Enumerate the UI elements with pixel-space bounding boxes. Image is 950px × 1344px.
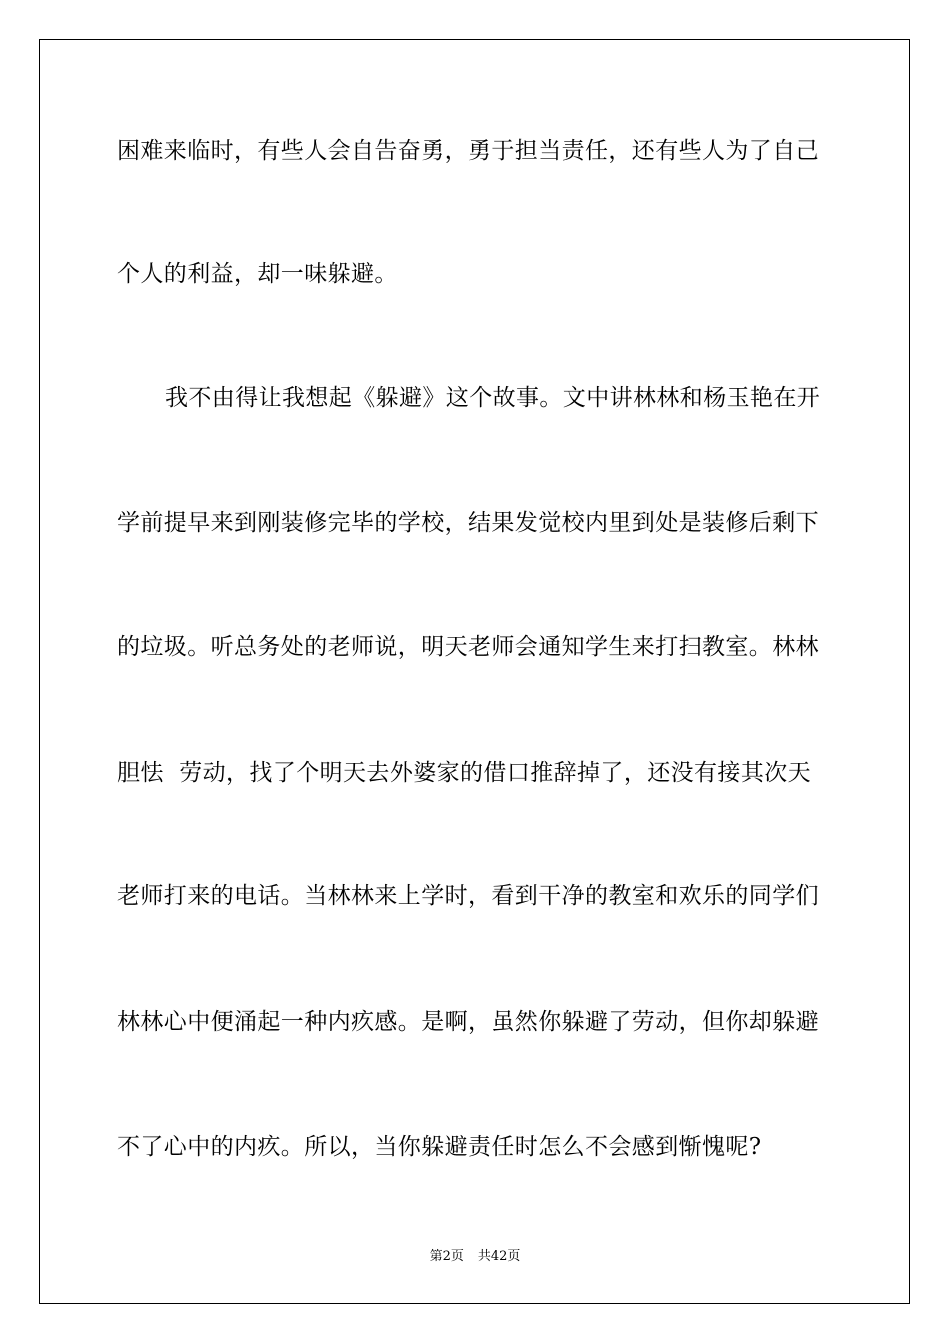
page-total: 共42页 xyxy=(477,1249,521,1264)
text-line: 学前提早来到刚装修完毕的学校，结果发觉校内里到处是装修后剩下 xyxy=(117,510,819,536)
text-line: 老师打来的电话。当林林来上学时，看到干净的教室和欢乐的同学们 xyxy=(117,883,819,909)
page-border xyxy=(39,39,910,1304)
paragraph-start-line: 我不由得让我想起《躲避》这个故事。文中讲林林和杨玉艳在开 xyxy=(165,385,821,411)
page-footer xyxy=(0,1248,950,1266)
text-line: 林林心中便涌起一种内疚感。是啊，虽然你躲避了劳动，但你却躲避 xyxy=(117,1009,819,1035)
text-line: 的垃圾。听总务处的老师说，明天老师会通知学生来打扫教室。林林 xyxy=(117,634,819,660)
text-line: 个人的利益，却一味躲避。 xyxy=(117,261,398,287)
text-line: 胆怯 劳动，找了个明天去外婆家的借口推辞掉了，还没有接其次天 xyxy=(117,760,812,786)
text-line: 不了心中的内疚。所以，当你躲避责任时怎么不会感到惭愧呢? xyxy=(117,1134,762,1160)
text-line: 困难来临时，有些人会自告奋勇，勇于担当责任，还有些人为了自己 xyxy=(117,138,819,164)
page-number: 第2页 xyxy=(429,1249,464,1264)
